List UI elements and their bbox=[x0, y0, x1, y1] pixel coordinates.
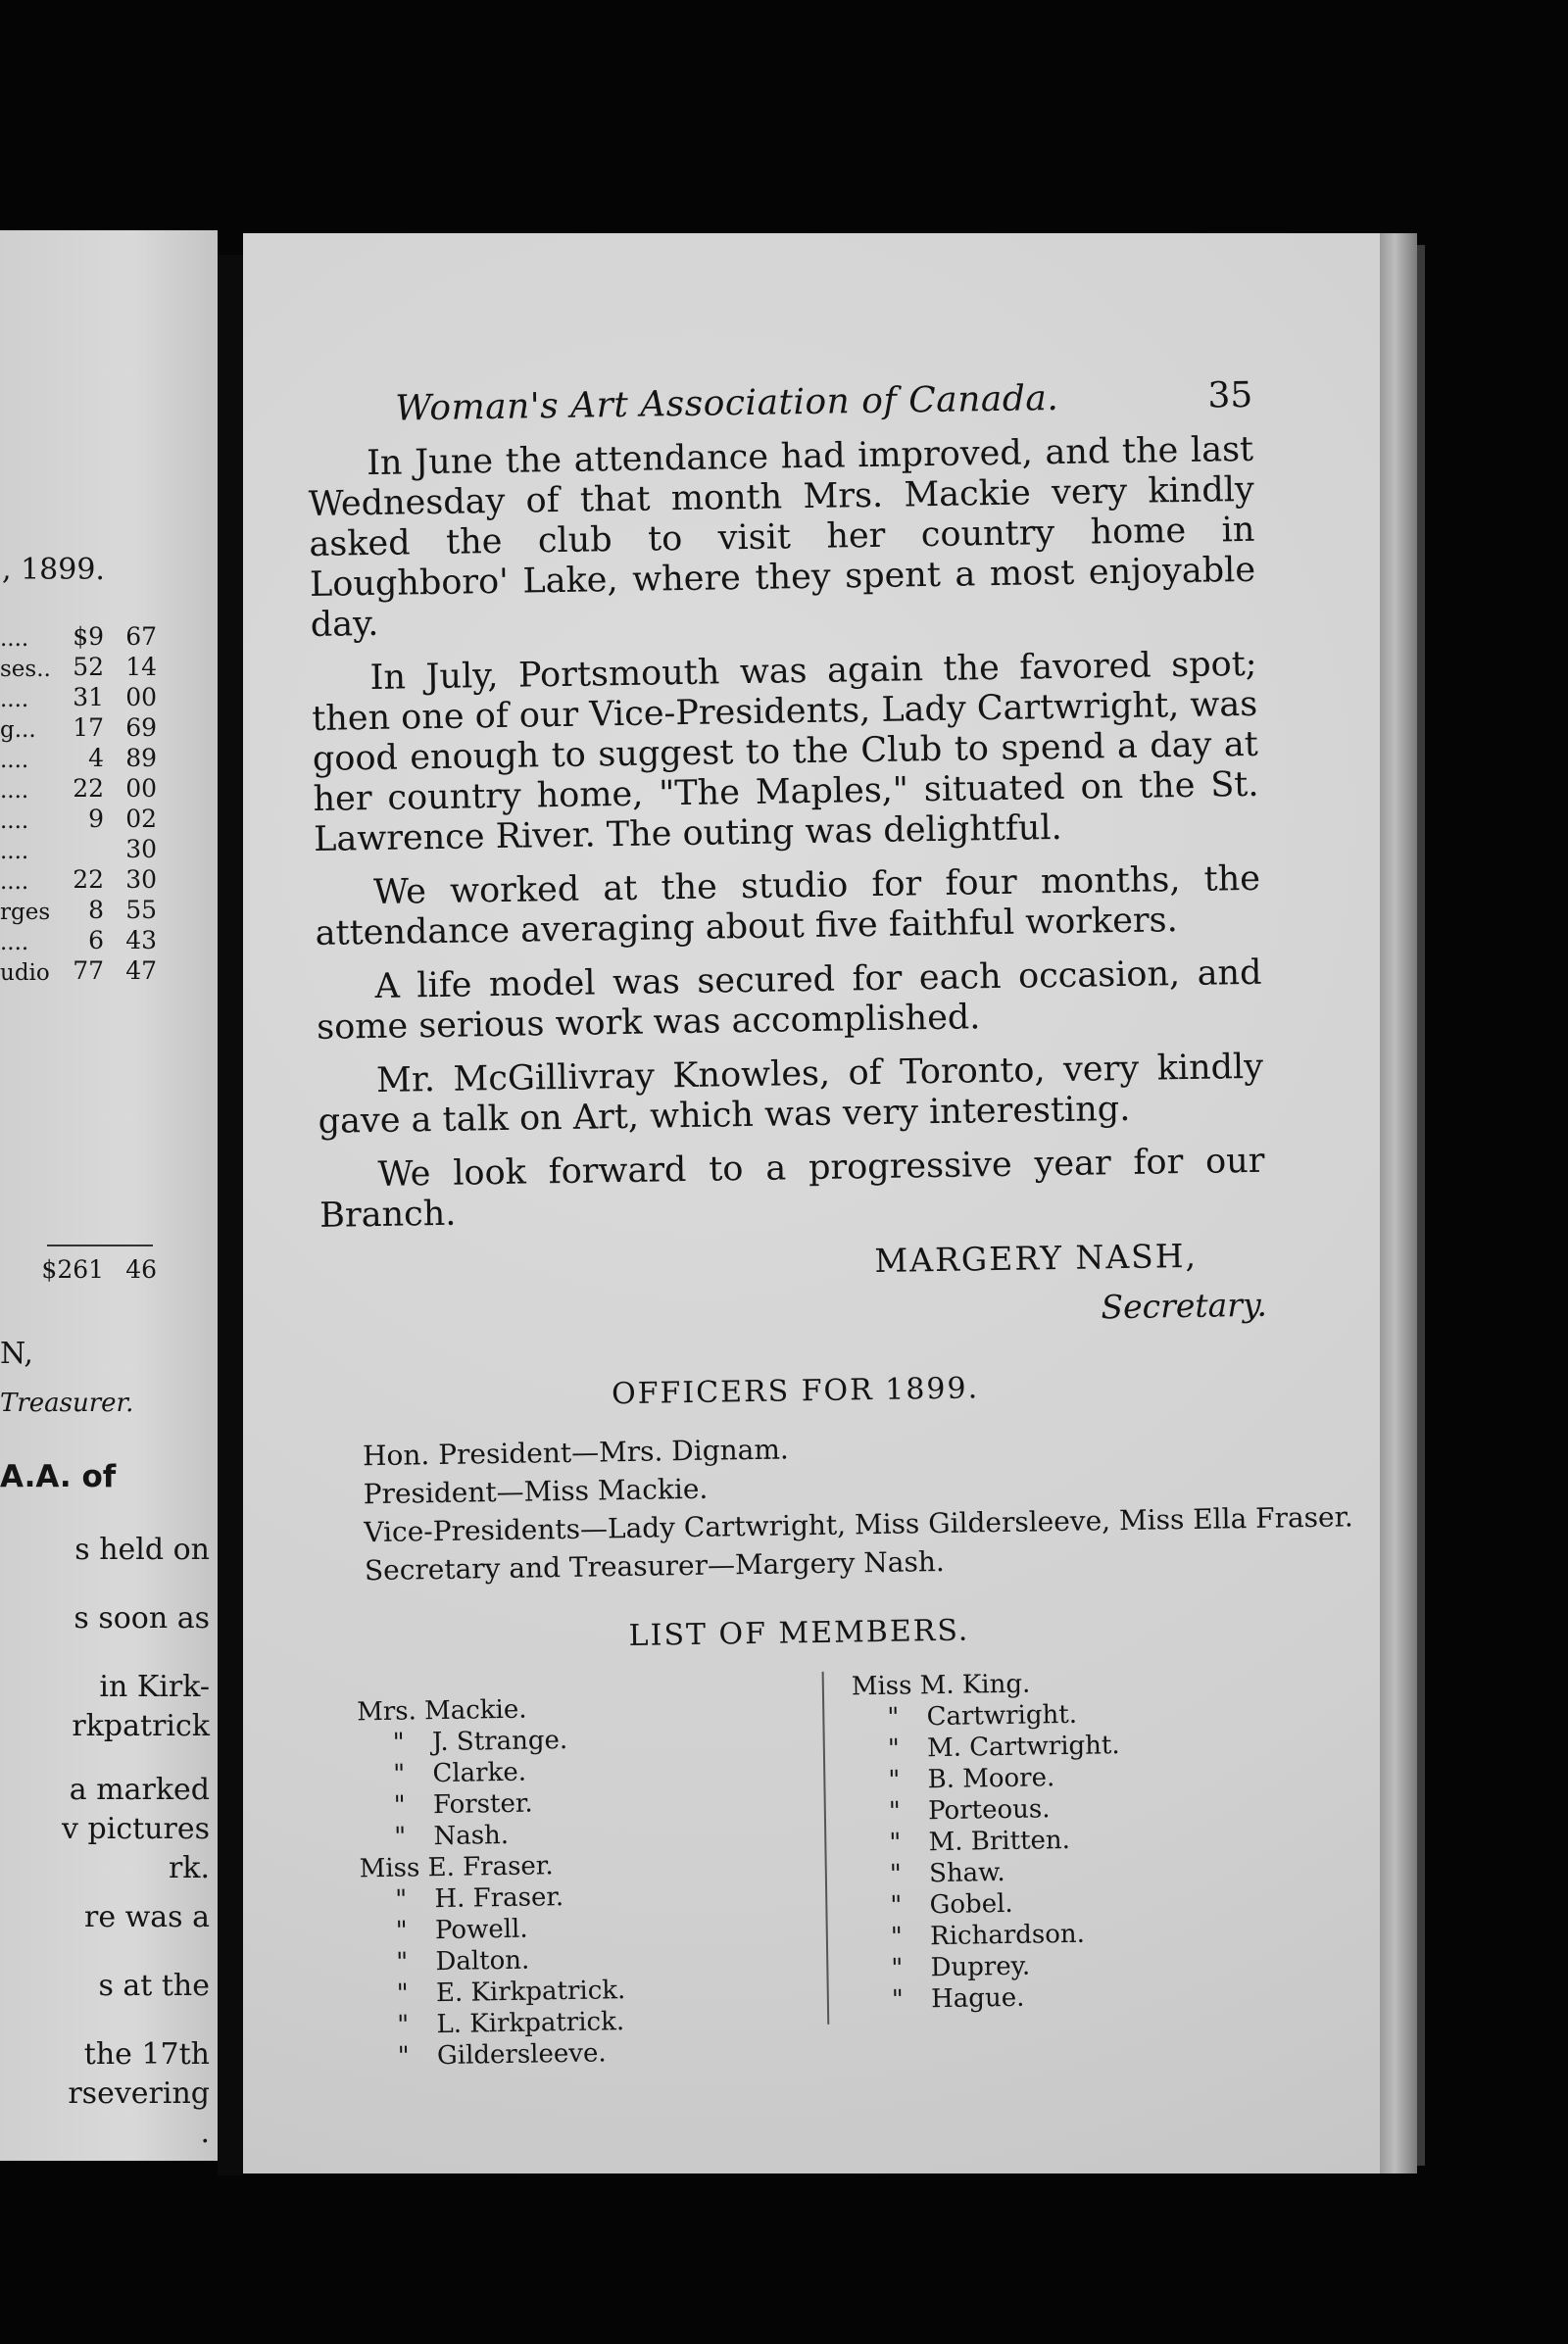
member-name: Gobel. bbox=[929, 1888, 1013, 1921]
member-prefix: " bbox=[396, 2010, 410, 2040]
member-entry bbox=[854, 1792, 1121, 1828]
member-name: M. King. bbox=[919, 1669, 1031, 1701]
signature-title: Secretary. bbox=[1101, 1285, 1268, 1327]
member-name: E. Fraser. bbox=[427, 1851, 554, 1883]
member-prefix: Miss bbox=[851, 1671, 912, 1702]
text-fragment: a marked bbox=[69, 1773, 210, 1807]
member-prefix: " bbox=[392, 1728, 405, 1758]
account-row-amount: 17 69 bbox=[73, 713, 157, 742]
member-entry bbox=[359, 1818, 623, 1853]
account-row-label: ses.. bbox=[0, 657, 51, 682]
account-row-amount: 52 14 bbox=[73, 653, 157, 681]
member-entry bbox=[853, 1761, 1120, 1796]
member-entry bbox=[856, 1949, 1123, 1984]
account-row-amount: 30 bbox=[125, 835, 157, 863]
member-name: Richardson. bbox=[929, 1919, 1086, 1952]
member-prefix: Miss bbox=[359, 1853, 420, 1884]
paragraph: In June the attendance had improved, and the last Wednesday of that month Mrs. Mackie very kindly asked the club to visit her country home in Loughboro' Lake, where they spent a most enjoyable day. bbox=[308, 429, 1256, 645]
account-row-label: .... bbox=[0, 930, 29, 955]
member-entry bbox=[360, 1912, 624, 1947]
text-fragment: rkpatrick bbox=[72, 1709, 210, 1743]
member-name: M. Cartwright. bbox=[926, 1731, 1120, 1764]
account-row-amount: 77 47 bbox=[73, 956, 157, 985]
page-number: 35 bbox=[1207, 374, 1253, 416]
text-fragment: . bbox=[200, 2116, 210, 2150]
member-name: Porteous. bbox=[927, 1794, 1051, 1827]
member-entry bbox=[852, 1667, 1119, 1702]
officers-heading: OFFICERS FOR 1899. bbox=[611, 1371, 980, 1412]
member-entry bbox=[362, 2006, 626, 2041]
account-row-amount: 31 00 bbox=[73, 683, 157, 711]
account-row-label: .... bbox=[0, 778, 29, 804]
paragraph: In July, Portsmouth was again the favored spot; then one of our Vice-Presidents, Lady Cartwright, was good enough to suggest to the Club to spend a day at her country home, "The Maples," situated on the St. Lawrence River. The outing was delightful. bbox=[311, 644, 1259, 859]
paragraph: We look forward to a progressive year for our Branch. bbox=[318, 1141, 1265, 1236]
text-fragment: rk. bbox=[168, 1851, 210, 1885]
member-prefix: " bbox=[395, 1947, 409, 1978]
member-name: B. Moore. bbox=[927, 1763, 1055, 1795]
member-entry bbox=[855, 1886, 1122, 1922]
column-divider bbox=[822, 1672, 830, 2025]
members-heading: LIST OF MEMBERS. bbox=[628, 1613, 970, 1653]
member-entry bbox=[357, 1692, 621, 1728]
member-prefix: " bbox=[395, 1916, 408, 1946]
member-entry bbox=[358, 1786, 622, 1822]
officers-list bbox=[323, 1423, 1354, 1590]
members-list bbox=[327, 1665, 1279, 2072]
member-prefix: " bbox=[890, 1922, 904, 1952]
page-edge bbox=[1380, 233, 1417, 2173]
member-entry bbox=[361, 1943, 625, 1978]
member-prefix: " bbox=[888, 1765, 901, 1795]
officer-line: Secretary and Treasurer—Margery Nash. bbox=[364, 1544, 946, 1587]
heading-fragment: A.A. of bbox=[0, 1459, 117, 1494]
account-row-amount: 4 89 bbox=[88, 744, 157, 772]
member-name: M. Britten. bbox=[928, 1825, 1071, 1858]
member-entry bbox=[852, 1698, 1119, 1734]
member-name: J. Strange. bbox=[431, 1725, 568, 1758]
text-fragment: the 17th bbox=[83, 2037, 210, 2072]
member-name: Mackie. bbox=[423, 1694, 527, 1727]
member-name: E. Kirkpatrick. bbox=[435, 1976, 626, 2009]
member-name: Gildersleeve. bbox=[436, 2038, 607, 2072]
account-row-amount: 8 55 bbox=[88, 896, 157, 924]
member-name: L. Kirkpatrick. bbox=[436, 2007, 625, 2040]
member-name: H. Fraser. bbox=[434, 1882, 564, 1915]
account-row-label: udio bbox=[0, 960, 50, 986]
signature-name: MARGERY NASH, bbox=[874, 1236, 1199, 1281]
officer-line: President—Miss Mackie. bbox=[363, 1472, 709, 1511]
member-name: Duprey. bbox=[930, 1951, 1031, 1983]
account-row-label: g... bbox=[0, 717, 36, 743]
member-entry bbox=[853, 1730, 1120, 1765]
members-column-right bbox=[852, 1667, 1124, 2016]
member-prefix: " bbox=[393, 1822, 407, 1852]
member-prefix: " bbox=[889, 1828, 902, 1858]
text-fragment: s held on bbox=[74, 1533, 210, 1567]
total-rule bbox=[47, 1245, 153, 1246]
text-fragment: v pictures bbox=[62, 1812, 210, 1846]
member-prefix: " bbox=[393, 1790, 406, 1821]
text-fragment: rsevering bbox=[68, 2076, 210, 2111]
member-entry bbox=[361, 1975, 625, 2010]
member-entry bbox=[362, 2037, 626, 2073]
member-prefix: " bbox=[887, 1702, 900, 1733]
account-row-label: .... bbox=[0, 687, 29, 712]
account-row-label: .... bbox=[0, 626, 29, 652]
account-row-amount: 9 02 bbox=[88, 805, 157, 833]
member-prefix: " bbox=[891, 1984, 905, 2015]
officer-line: Hon. President—Mrs. Dignam. bbox=[362, 1433, 790, 1473]
account-row-label: .... bbox=[0, 748, 29, 773]
account-row-amount: $9 67 bbox=[73, 622, 157, 651]
text-fragment: re was a bbox=[83, 1900, 210, 1934]
running-title: Woman's Art Association of Canada. bbox=[394, 377, 1059, 429]
text-fragment: in Kirk- bbox=[99, 1670, 210, 1704]
member-name: Cartwright. bbox=[926, 1699, 1078, 1733]
treasurer-fragment: Treasurer. bbox=[0, 1389, 134, 1418]
account-row-amount: 6 43 bbox=[88, 926, 157, 954]
member-prefix: " bbox=[891, 1953, 904, 1983]
page-content bbox=[307, 374, 1354, 2072]
text-fragment: s at the bbox=[98, 1969, 210, 2003]
member-entry bbox=[359, 1849, 623, 1884]
officer-line: Vice-Presidents—Lady Cartwright, Miss Gildersleeve, Miss Ella Fraser. bbox=[364, 1500, 1354, 1549]
account-row-amount: 22 30 bbox=[73, 865, 157, 894]
member-prefix: " bbox=[887, 1734, 901, 1764]
signature-fragment: N, bbox=[0, 1337, 33, 1371]
member-name: Powell. bbox=[434, 1914, 528, 1946]
facing-page bbox=[0, 230, 218, 2161]
members-column-left bbox=[357, 1692, 627, 2073]
account-row-label: .... bbox=[0, 839, 29, 864]
member-prefix: " bbox=[397, 2041, 410, 2072]
member-entry bbox=[358, 1755, 622, 1790]
member-entry bbox=[854, 1824, 1121, 1859]
account-total: $261 46 bbox=[41, 1255, 157, 1284]
account-row-label: rges bbox=[0, 900, 51, 925]
book-gutter bbox=[218, 255, 243, 2175]
member-entry bbox=[856, 1918, 1123, 1953]
member-prefix: " bbox=[392, 1759, 406, 1789]
member-name: Shaw. bbox=[928, 1857, 1005, 1889]
member-prefix: " bbox=[394, 1884, 408, 1915]
cover-edge bbox=[1417, 245, 1425, 2166]
member-prefix: " bbox=[890, 1890, 903, 1921]
member-name: Forster. bbox=[432, 1788, 533, 1821]
paragraph: A life model was secured for each occasion, and some serious work was accomplished. bbox=[316, 952, 1262, 1048]
account-row-amount: 22 00 bbox=[73, 774, 157, 803]
member-entry bbox=[855, 1855, 1122, 1890]
member-name: Dalton. bbox=[435, 1945, 530, 1978]
member-prefix: " bbox=[396, 1978, 409, 2009]
member-prefix: " bbox=[888, 1796, 902, 1827]
member-entry bbox=[857, 1980, 1124, 2016]
account-row-label: .... bbox=[0, 869, 29, 895]
member-name: Nash. bbox=[433, 1820, 510, 1852]
text-fragment: s soon as bbox=[74, 1601, 210, 1636]
member-prefix: Mrs. bbox=[356, 1696, 417, 1728]
member-name: Hague. bbox=[930, 1982, 1025, 2015]
member-entry bbox=[357, 1724, 621, 1759]
paragraph: We worked at the studio for four months, the attendance averaging about five faithful workers. bbox=[315, 858, 1261, 953]
book-page bbox=[243, 233, 1380, 2173]
member-entry bbox=[360, 1880, 624, 1916]
account-row-label: .... bbox=[0, 808, 29, 834]
paragraph: Mr. McGillivray Knowles, of Toronto, very kindly gave a talk on Art, which was very interesting. bbox=[318, 1047, 1264, 1142]
member-prefix: " bbox=[889, 1859, 903, 1889]
report-body bbox=[308, 430, 1266, 1237]
member-name: Clarke. bbox=[432, 1757, 527, 1789]
year-heading: , 1899. bbox=[2, 553, 105, 587]
